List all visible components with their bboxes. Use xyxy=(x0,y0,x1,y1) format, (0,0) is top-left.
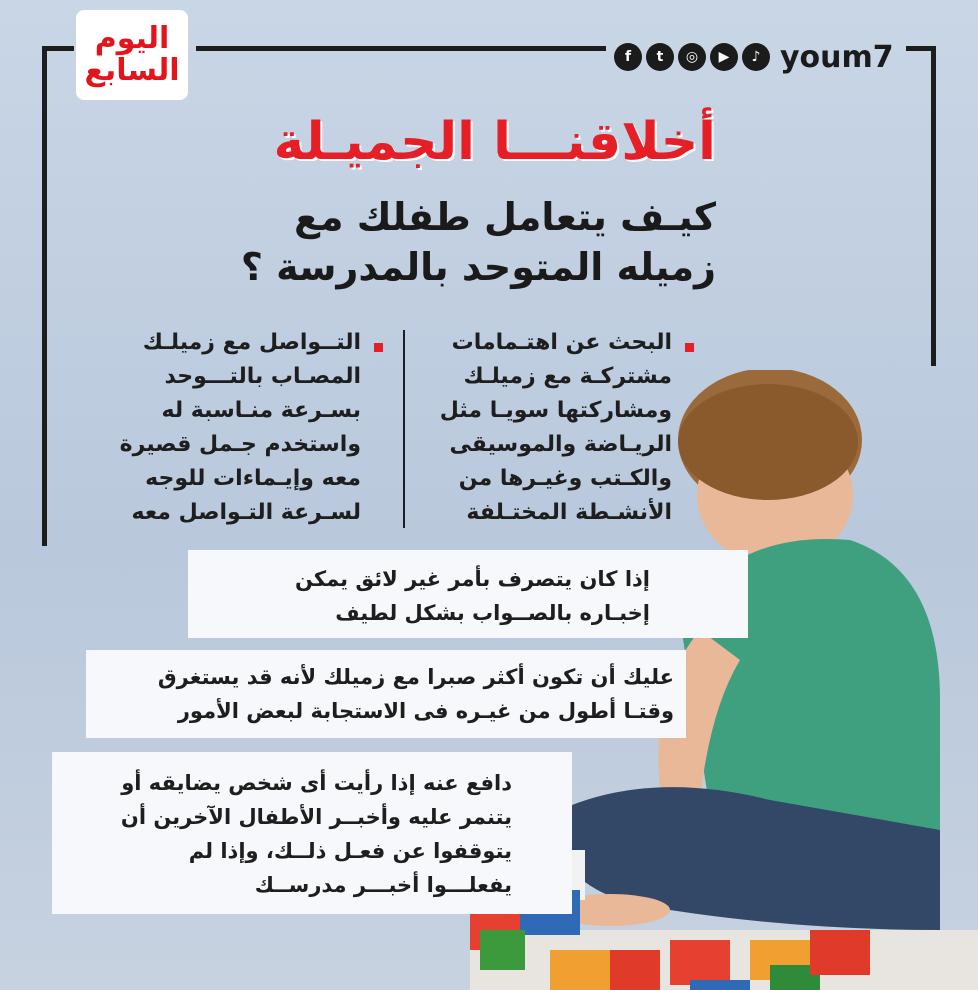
logo-line-2: السابع xyxy=(84,53,180,88)
bullet-left xyxy=(374,343,383,352)
card-3-line: يفعلـــوا أخبـــر مدرســك xyxy=(254,873,512,897)
card-3-line: يتوقفوا عن فعـل ذلــك، وإذا لم xyxy=(188,839,512,863)
logo-line-1: اليوم xyxy=(94,21,170,56)
tip-left-line: معه وإيـماءات للوجه xyxy=(145,466,361,491)
card-2-line: وقتـا أطول من غيـره فى الاستجابة لبعض الأمور xyxy=(177,699,674,723)
frame-top-mid xyxy=(196,46,606,51)
youtube-icon[interactable]: ▶ xyxy=(710,43,738,71)
facebook-icon[interactable]: f xyxy=(614,43,642,71)
tip-left-line: واستخدم جـمل قصيرة xyxy=(119,432,361,457)
tip-left-line: لسـرعة التـواصل معه xyxy=(131,500,361,525)
social-bar xyxy=(614,40,894,74)
tiktok-icon[interactable]: ♪ xyxy=(742,43,770,71)
tip-left-line: المصـاب بالتـــوحد xyxy=(164,364,361,389)
tip-left xyxy=(61,326,361,530)
tip-right-line: الأنشـطة المختـلفة xyxy=(466,500,672,525)
tip-card-1 xyxy=(188,550,748,638)
tip-right-line: البحث عن اهتـمامات xyxy=(451,330,672,355)
tip-card-2 xyxy=(86,650,686,738)
tip-left-line: بسـرعة منـاسبة له xyxy=(161,398,361,423)
instagram-icon[interactable]: ◎ xyxy=(678,43,706,71)
subtitle-line-1: كيـف يتعامل طفلك مع xyxy=(293,195,716,239)
tip-left-line: التــواصل مع زميلـك xyxy=(142,330,361,355)
frame-left xyxy=(42,46,47,546)
youm7-logo xyxy=(76,10,188,100)
tip-right-line: ومشاركتها سويـا مثل xyxy=(439,398,672,423)
card-1-line: إخبـاره بالصــواب بشكل لطيف xyxy=(335,601,650,625)
card-1-line: إذا كان يتصرف بأمر غير لائق يمكن xyxy=(294,567,650,591)
tip-right-line: الريـاضة والموسيقى xyxy=(449,432,672,457)
page-subtitle xyxy=(96,192,716,292)
frame-right xyxy=(931,46,936,366)
page-title: أخلاقنـــا الجميـلة xyxy=(273,112,716,172)
column-divider xyxy=(403,330,405,528)
brand-name: youm7 xyxy=(780,39,894,75)
tip-card-3 xyxy=(52,752,572,914)
subtitle-line-2: زميله المتوحد بالمدرسة ؟ xyxy=(240,245,716,289)
card-3-line: يتنمر عليه وأخبــر الأطفال الآخرين أن xyxy=(120,805,512,829)
bullet-right xyxy=(685,343,694,352)
tip-right-line: مشتركـة مع زميلـك xyxy=(463,364,672,389)
twitter-icon[interactable]: t xyxy=(646,43,674,71)
tip-right xyxy=(372,326,672,530)
card-2-line: عليك أن تكون أكثر صبرا مع زميلك لأنه قد يستغرق xyxy=(157,665,674,689)
card-3-line: دافع عنه إذا رأيت أى شخص يضايقه أو xyxy=(121,771,512,795)
tip-right-line: والكـتب وغيـرها من xyxy=(458,466,672,491)
